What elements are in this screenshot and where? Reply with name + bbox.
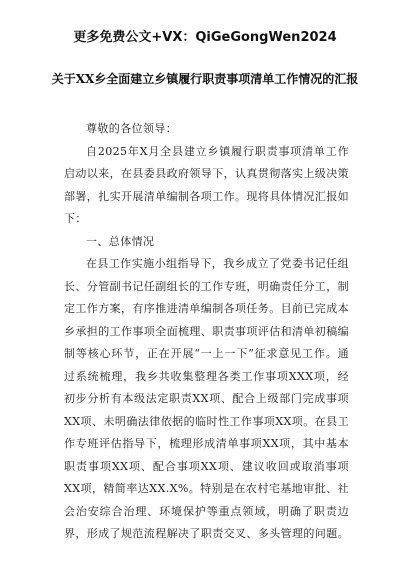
watermark-text: 更多免费公文+VX：QiGeGongWen2024 (73, 30, 337, 45)
section-heading-overview: 一、总体情况 (86, 234, 155, 248)
salutation: 尊敬的各位领导： (86, 122, 178, 135)
document-title: 关于XX乡全面建立乡镇履行职责事项清单工作情况的汇报 (51, 72, 359, 86)
overview-paragraph: 在县工作实施小组指导下，我乡成立了党委书记任组长、分管副书记任副组长的工作专班，明确责任分工，制定工作方案，有序推进清单编制各项任务。目前已完成本乡承担的工作事项全面梳理、职责事项评估和清单初稿编制等核心环节，正在开展“一上一下”征求意见工作。通过系统梳理，我乡共收集整理各类工作事项XXX项，经初步分析有本级法定职责XX项、配合上级部门完成事项XX项、未明确法律依据的临时性工作事项XX项。在县工作专班评估指导下，梳理形成清单事项XX项，其中基本职责事项XX项、配合事项XX项、建议收回或取消事项XX项，精简率达XX.X%。特别是在农村宅基地审批、社会治安综合治理、环境保护等重点领域，明确了职责边界，形成了规范流程解决了职责交叉、多头管理的问题。 (64, 257, 349, 540)
intro-paragraph: 自2025年X月全县建立乡镇履行职责事项清单工作启动以来，在县委县政府领导下，认真贯彻落实上级决策部署，扎实开展清单编制各项工作。现将具体情况汇报如下： (64, 144, 349, 225)
document-body (64, 118, 349, 546)
